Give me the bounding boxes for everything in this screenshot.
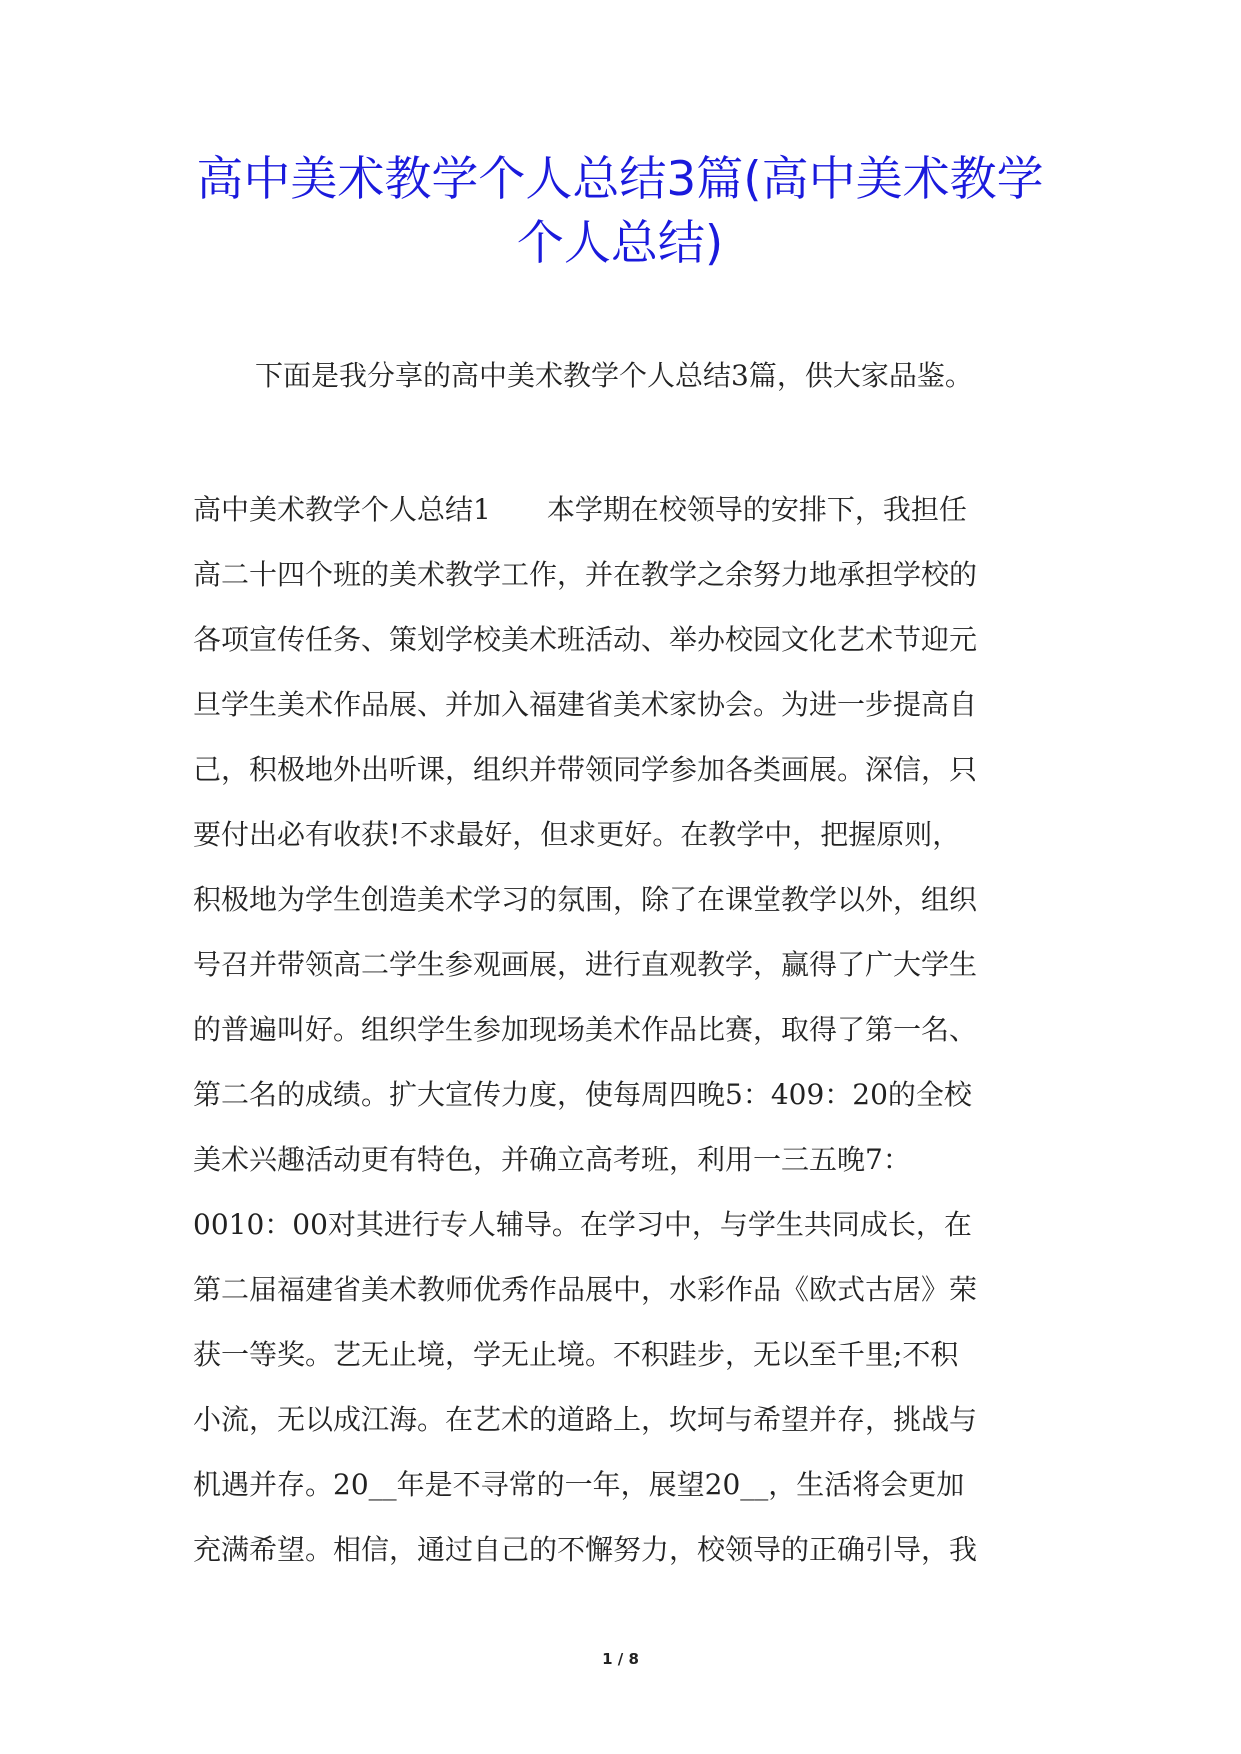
body-line: 机遇并存。20__年是不寻常的一年，展望20__，生活将会更加: [193, 1468, 965, 1501]
page-indicator: 1 / 8: [602, 1650, 639, 1668]
body-line: 的普遍叫好。组织学生参加现场美术作品比赛，取得了第一名、: [193, 1013, 978, 1046]
body-line: 充满希望。相信，通过自己的不懈努力，校领导的正确引导，我: [193, 1533, 978, 1566]
body-line: 己，积极地外出听课，组织并带领同学参加各类画展。深信，只: [193, 753, 978, 786]
title-line-2: 个人总结): [516, 216, 724, 271]
body-line: 旦学生美术作品展、并加入福建省美术家协会。为进一步提高自: [193, 688, 978, 721]
body-line: 要付出必有收获!不求最好，但求更好。在教学中，把握原则，: [193, 818, 961, 851]
document-title: [150, 148, 1090, 276]
body-line: 第二届福建省美术教师优秀作品展中，水彩作品《欧式古居》荣: [193, 1273, 978, 1306]
body-line: 美术兴趣活动更有特色，并确立高考班，利用一三五晚7：: [193, 1143, 911, 1176]
body-line: 各项宣传任务、策划学校美术班活动、举办校园文化艺术节迎元: [193, 623, 978, 656]
body-line: 积极地为学生创造美术学习的氛围，除了在课堂教学以外，组织: [193, 883, 978, 916]
body-line: 0010：00对其进行专人辅导。在学习中，与学生共同成长，在: [193, 1208, 972, 1241]
body-line: 高中美术教学个人总结1 本学期在校领导的安排下，我担任: [193, 493, 967, 526]
body-line: 高二十四个班的美术教学工作，并在教学之余努力地承担学校的: [193, 558, 978, 591]
body-line: 号召并带领高二学生参观画展，进行直观教学，赢得了广大学生: [193, 948, 978, 981]
body-line: 获一等奖。艺无止境，学无止境。不积跬步，无以至千里;不积: [193, 1338, 959, 1371]
body-line: 第二名的成绩。扩大宣传力度，使每周四晚5：409：20的全校: [193, 1078, 972, 1111]
body-paragraph: [193, 488, 1053, 1593]
title-line-1: 高中美术教学个人总结3篇(高中美术教学: [196, 152, 1044, 207]
intro-paragraph: 下面是我分享的高中美术教学个人总结3篇，供大家品鉴。: [255, 359, 973, 392]
body-line: 小流，无以成江海。在艺术的道路上，坎坷与希望并存，挑战与: [193, 1403, 978, 1436]
